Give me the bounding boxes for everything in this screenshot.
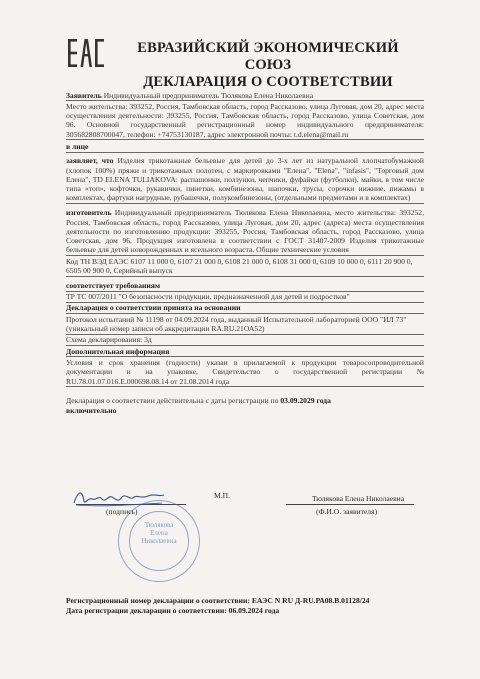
requirements-value: ТР ТС 007/2011 "О безопасности продукции, предназначенной для детей и подростков"	[66, 292, 424, 303]
applicant-row	[66, 90, 424, 101]
manufacturer-codes: Код ТН ВЭД ЕАЭС 6107 11 000 0, 6107 21 000 0, 6108 21 000 0, 6108 31 000 0, 6109 10 000 0, 6111 20 900 0, 6505 00 900 0, Серийный выпуск	[66, 256, 424, 277]
validity-inclusive: включительно	[66, 405, 117, 415]
declares-value: Изделия трикотажные бельевые для детей до 3-х лет из натуральной хлопчатобумажной (хлопок 100%) пряжи и трикотажных полотен, с маркировками "Елена", "Elena", "infasis", "Торговый дом Елена", TD ELENA TULIAKOVA: распашонки, ползунки, чепчики, фуфайки (футболки), майки, в том числе типа «топ», кофточки, рукавички, пинетки, комбинезоны, шапочки, трусы, сорочки нижние, пижамы в комплектах, фартуки нагрудные, рубашечки, полукомбинезоны, (отдельными предметами и в комплектах)	[66, 156, 424, 203]
declares-label: заявляет, что	[66, 156, 114, 166]
registration-number: ЕАЭС N RU Д-RU.РА08.В.01128/24	[251, 596, 370, 605]
stamp-line-2: Елена	[150, 529, 168, 537]
registration-number-row	[66, 596, 424, 606]
additional-value: Условия и срок хранения (годности) указан в прилагаемой к продукции товаросопроводительной документации и на упаковке, Свидетельство о государственной регистрации № RU.78.01.07.016.Е.000698.08.14 от 21.08.2014 года	[66, 357, 424, 386]
applicant-address: Место жительства: 393252, Россия, Тамбовская область, город Рассказово, улица Луговая, дом 20, адрес места осуществления деятельности: 393255, Россия, Тамбовская область, город Рассказово, улица Советская, дом 96. Основной государственный регистрационный номер индивидуального предпринимателя: 305682808700047, телефон: +74753130187, адрес электронной почты: t.d.elena@mail.ru	[66, 101, 424, 139]
name-caption: (Ф.И.О. заявителя)	[316, 507, 378, 516]
stamp-line-3: Николаевна	[141, 537, 177, 545]
additional-label: Дополнительная информация	[66, 346, 424, 357]
stamp-text	[119, 521, 199, 545]
basis-label: Декларация о соответствии принята на основании	[66, 303, 424, 314]
registration-date-label: Дата регистрации декларации о соответствии:	[66, 605, 227, 615]
eac-logo-icon	[68, 39, 104, 67]
manufacturer-row	[66, 204, 424, 256]
validity-date: 03.09.2029	[280, 396, 315, 406]
document-header	[118, 40, 418, 91]
applicant-value: Индивидуальный предприниматель Тюлякова Елена Николаевна	[103, 90, 314, 100]
basis-value: Протокол испытаний № 11198 от 04.09.2024 года, выданный Испытательной лабораторией ООО "ИЛ 73" (уникальный номер записи об аккредитации RA.RU.21ОА52)	[66, 314, 424, 335]
stamp-line-1: Тюлякова	[144, 521, 174, 529]
requirements-label: соответствует требованиям	[66, 277, 424, 292]
applicant-name: Тюлякова Елена Николаевна	[312, 494, 405, 503]
registration-number-label: Регистрационный номер декларации о соответствии:	[66, 596, 250, 605]
validity-text: Декларация о соответствии действительна с даты регистрации по	[66, 396, 279, 406]
union-title: ЕВРАЗИЙСКИЙ ЭКОНОМИЧЕСКИЙ СОЮЗ	[137, 40, 399, 73]
scheme-value: Схема декларирования: 3д	[66, 335, 424, 346]
validity-suffix: года	[316, 396, 331, 406]
eac-logo	[68, 38, 104, 68]
name-line	[286, 504, 414, 505]
registration-date-row	[66, 606, 424, 616]
declaration-title: ДЕКЛАРАЦИЯ О СООТВЕТСТВИИ	[143, 74, 393, 90]
manufacturer-label: изготовитель	[66, 208, 112, 218]
signature-caption: (подпись)	[106, 507, 138, 516]
seal-place-label: М.П.	[214, 491, 231, 500]
registration-block	[66, 596, 424, 615]
validity-row	[66, 387, 424, 415]
manufacturer-value: Индивидуальный предприниматель Тюлякова Елена Николаевна, место жительства: 393252, Россия, Тамбовская область, город Рассказово, улица Луговая, дом 20, адрес (адреса) места осуществления деятельности по изготовлению продукции: 393255, Россия, Тамбовская область, город Рассказово, улица Советская, дом 96, Продукция изготовлена в соответствии с ГОСТ 31407-2009 Изделия трикотажные бельевые для детей новорожденных и ясельного возраста. Общие технические условия	[66, 208, 424, 255]
applicant-label: Заявитель	[66, 90, 102, 100]
registration-date: 06.09.2024 года	[228, 605, 280, 615]
declaration-body	[66, 90, 424, 415]
declares-row	[66, 153, 424, 204]
in-person-label: в лице	[66, 140, 424, 153]
round-stamp	[118, 500, 200, 582]
